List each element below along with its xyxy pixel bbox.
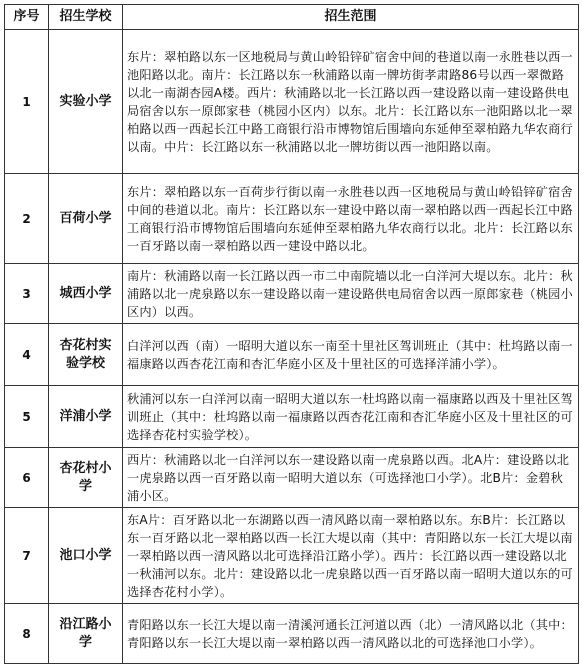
table-body (5, 30, 579, 664)
row-school-name: 沿江路小学 (49, 604, 123, 664)
header-row (5, 5, 579, 30)
row-serial-number: 4 (5, 324, 49, 386)
row-serial-number: 2 (5, 174, 49, 264)
table-row (5, 324, 579, 386)
header-serial-number: 序号 (5, 5, 49, 30)
row-admission-range: 白洋河以西（南）一昭明大道以东一南至十里社区驾训班止（其中：杜坞路以南一福康路以西杏花江南和杏汇华庭小区及十里社区的可选择洋浦小学）。 (123, 324, 579, 386)
row-serial-number: 3 (5, 264, 49, 324)
row-admission-range: 东片：翠柏路以东一区地税局与黄山岭铅锌矿宿舍中间的巷道以南一永胜巷以西一池阳路以北。南片：长江路以东一秋浦路以南一牌坊街孝肃路86号以西一翠微路以北一南湖杏园A楼。西片：秋浦路以北一长江路以西一建设路以南一建设路供电局宿舍以东一原郎家巷（桃园小区内）以东。北片：长江路以东一池阳路以北一翠柏路以西一西起长江中路工商银行沿市博物馆后围墙向东延伸至翠柏路九华农商行以南。中片：长江路以东一秋浦路以北一牌坊街以西一池阳路以南。 (123, 30, 579, 174)
table-row (5, 508, 579, 604)
row-school-name: 城西小学 (49, 264, 123, 324)
row-admission-range: 秋浦河以东一白洋河以南一昭明大道以东一杜坞路以南一福康路以西及十里社区驾训班止（其中：杜坞路以南一福康路以西杏花江南和杏汇华庭小区及十里社区的可选择杏花村实验学校）。 (123, 386, 579, 448)
row-admission-range: 东片：翠柏路以东一百荷步行街以南一永胜巷以西一区地税局与黄山岭铅锌矿宿舍中间的巷道以北。南片：长江路以东一建设中路以南一翠柏路以西一西起长江中路工商银行沿市博物馆后围墙向东延伸至翠柏路九华农商行以北。北片：长江路以东一百牙路以南一翠柏路以西一建设中路以北。 (123, 174, 579, 264)
header-school: 招生学校 (49, 5, 123, 30)
row-admission-range: 西片：秋浦路以北一白洋河以东一建设路以南一虎泉路以西。北A片：建设路以北一虎泉路以西一百牙路以南一昭明大道以东（可选择池口小学）。北B片：金碧秋浦小区。 (123, 448, 579, 508)
table-row (5, 30, 579, 174)
row-admission-range: 东A片：百牙路以北一东湖路以西一清风路以南一翠柏路以东。东B片：长江路以东一百牙路以北一翠柏路以西一长江大堤以南（其中：青阳路以东一长江大堤以南一翠柏路以西一清风路以北可选择沿江路小学）。西片：长江路以西一建设路以北一秋浦河以东。北片：建设路以北一虎泉路以西一百牙路以南一昭明大道以东的可选择杏花村小学）。 (123, 508, 579, 604)
row-school-name: 洋浦小学 (49, 386, 123, 448)
row-admission-range: 青阳路以东一长江大堤以南一清溪河通长江河道以西（北）一清风路以北（其中：青阳路以东一长江大堤以南一翠柏路以西一清风路以北的可选择池口小学）。 (123, 604, 579, 664)
table-row (5, 174, 579, 264)
header-admission-range: 招生范围 (123, 5, 579, 30)
table-header (5, 5, 579, 30)
row-school-name: 池口小学 (49, 508, 123, 604)
row-serial-number: 8 (5, 604, 49, 664)
row-school-name: 杏花村实验学校 (49, 324, 123, 386)
row-serial-number: 5 (5, 386, 49, 448)
row-school-name: 杏花村小学 (49, 448, 123, 508)
row-serial-number: 6 (5, 448, 49, 508)
row-school-name: 百荷小学 (49, 174, 123, 264)
table-row (5, 386, 579, 448)
row-school-name: 实验小学 (49, 30, 123, 174)
table-row (5, 264, 579, 324)
row-serial-number: 7 (5, 508, 49, 604)
row-serial-number: 1 (5, 30, 49, 174)
row-admission-range: 南片：秋浦路以南一长江路以西一市二中南院墙以北一白洋河大堤以东。北片：秋浦路以北一虎泉路以东一建设路以南一建设路供电局宿舍以西一原郎家巷（桃园小区内）以西。 (123, 264, 579, 324)
table-row (5, 448, 579, 508)
admission-zone-table (4, 4, 579, 664)
table-row (5, 604, 579, 664)
